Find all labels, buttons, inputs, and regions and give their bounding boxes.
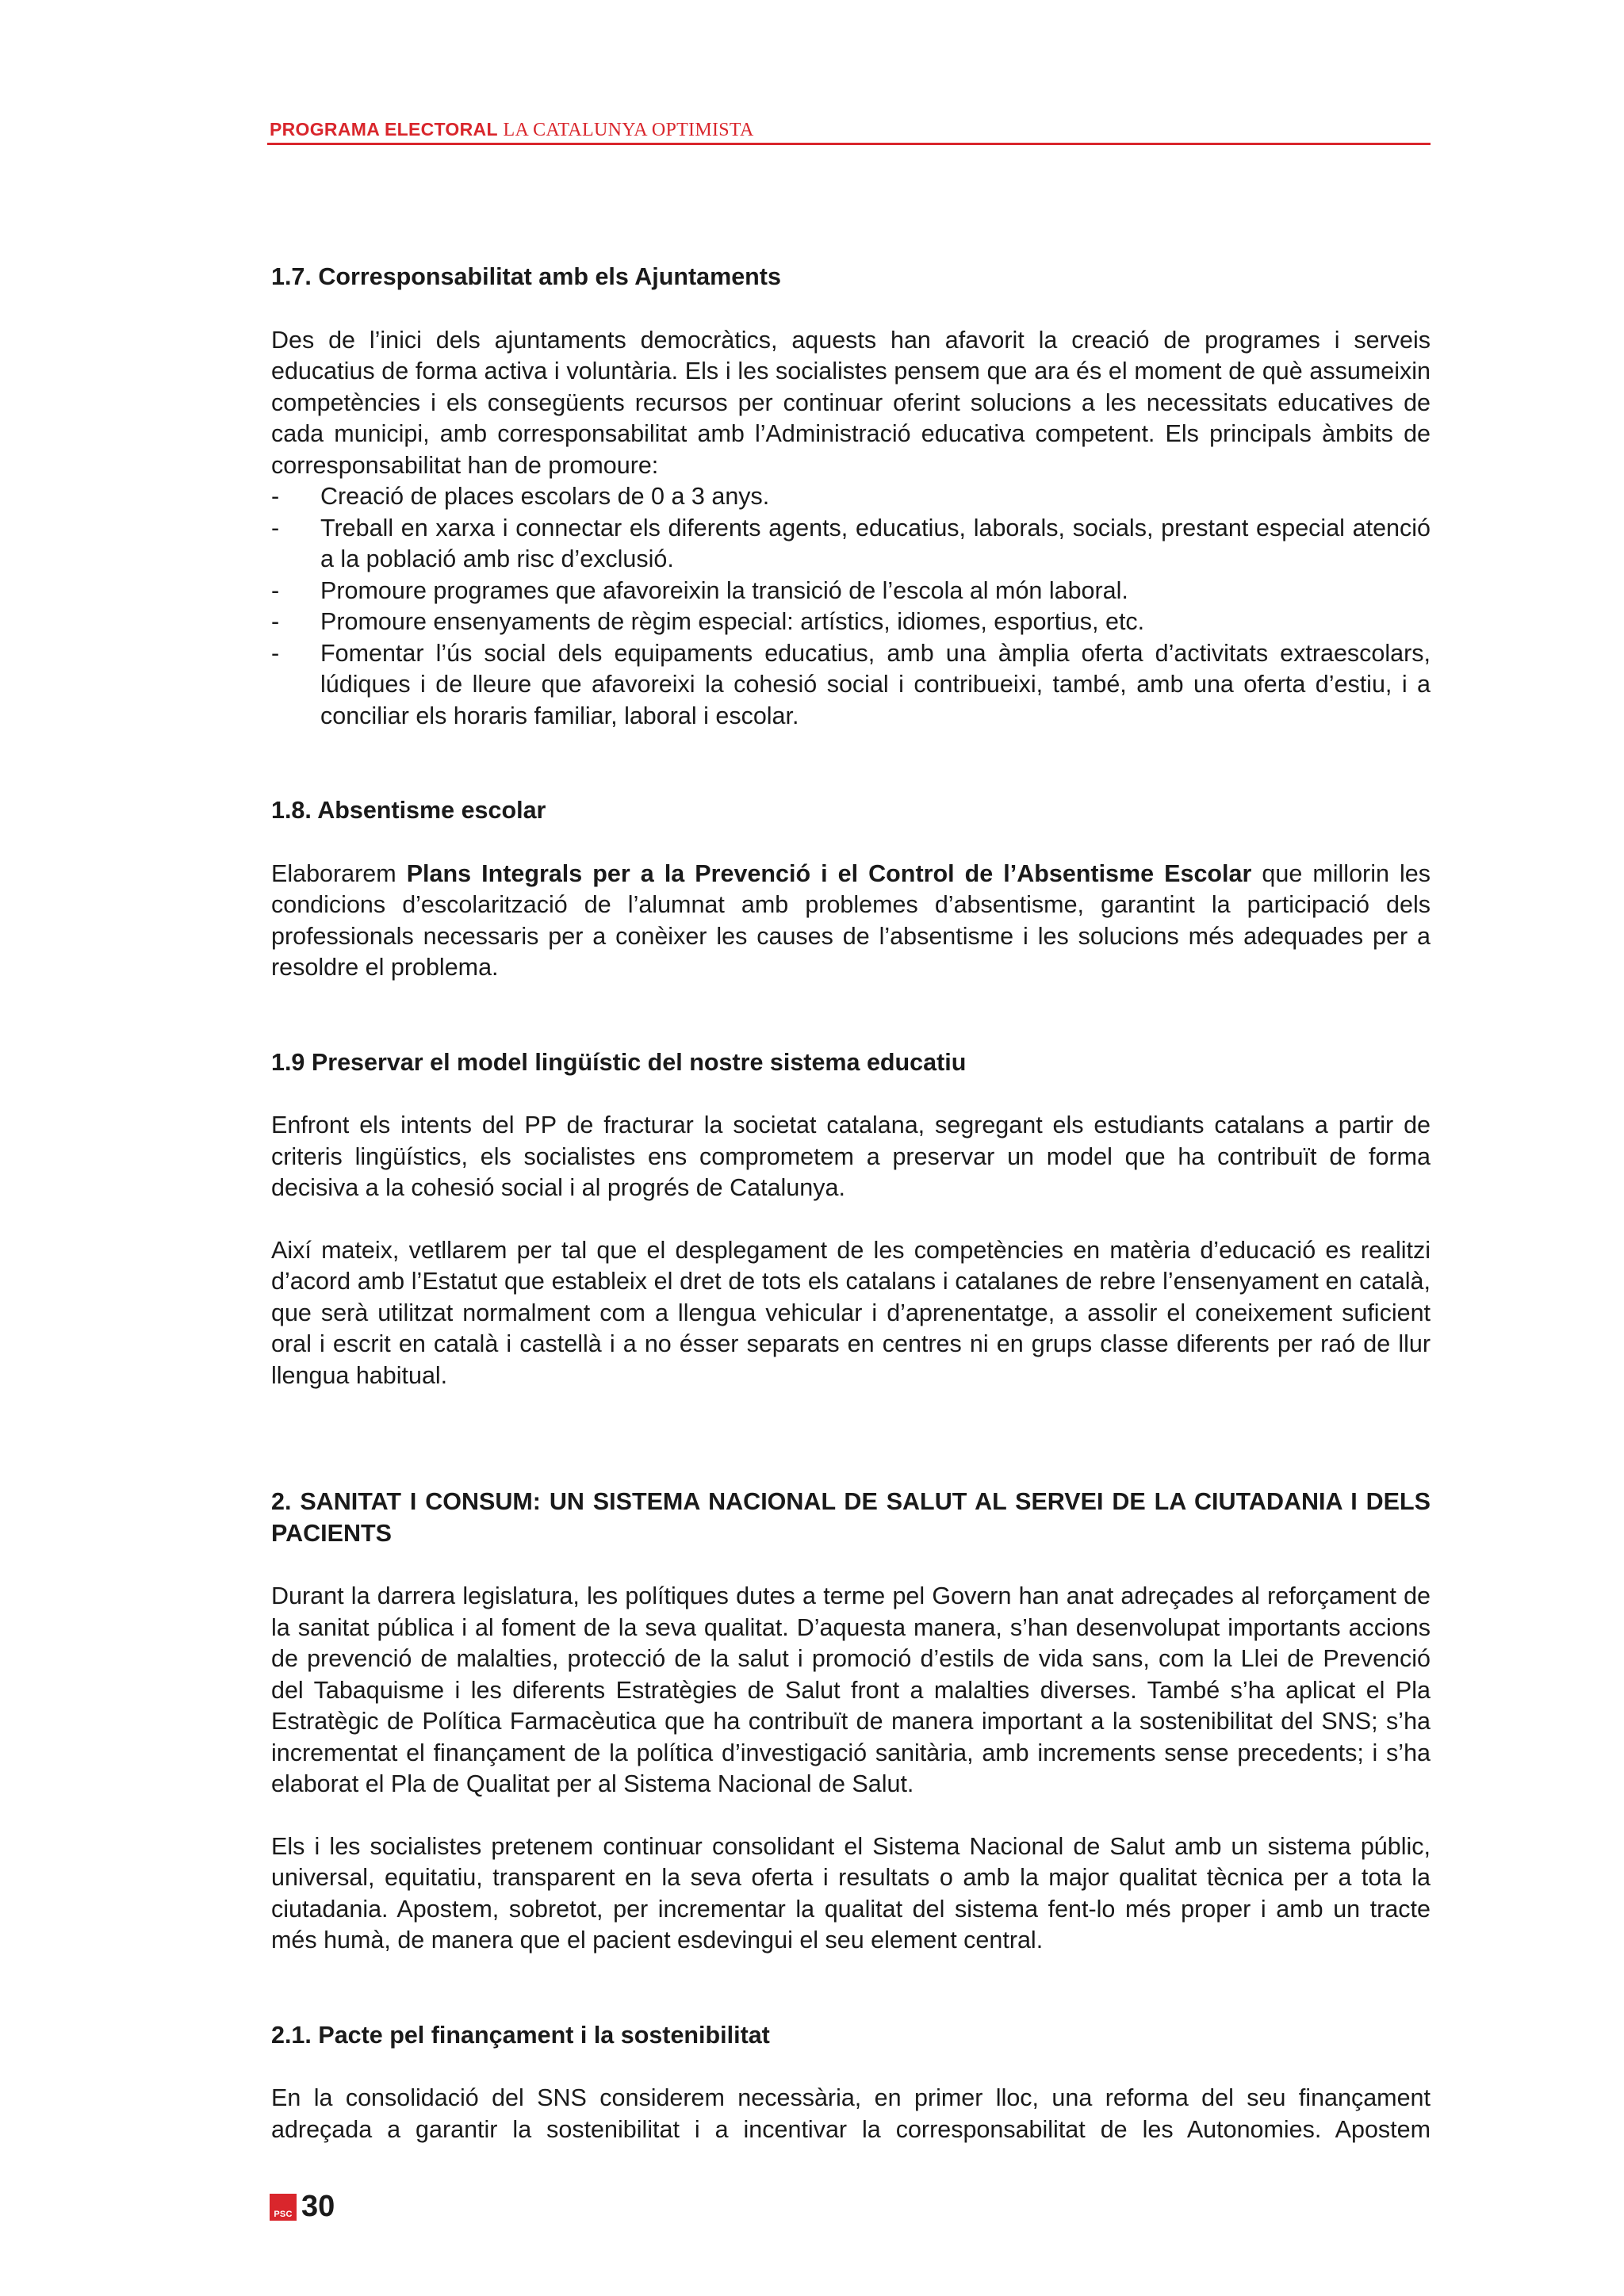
- list-item: - Promoure ensenyaments de règim especial: artístics, idiomes, esportius, etc.: [271, 607, 1431, 638]
- section-2-1-paragraph: En la consolidació del SNS considerem necessària, en primer lloc, una reforma del seu finançament adreçada a garantir la sostenibilitat i a incentivar la corresponsabilitat de les Autonomies. Apostem: [271, 2084, 1431, 2143]
- section-1-9-paragraph-1: Enfront els intents del PP de fracturar la societat catalana, segregant els estudiants catalans a partir de criteris lingüístics, els socialistes ens comprometem a preservar un model que ha contribuït de forma decisiva a la cohesió social i al progrés de Catalunya.: [271, 1112, 1431, 1201]
- section-2-paragraph-2: Els i les socialistes pretenem continuar consolidant el Sistema Nacional de Salut amb un sistema públic, universal, equitatiu, transparent en la seva oferta i resultats o amb la major qualitat tècnica per a tota la ciutadania. Apostem, sobretot, per incrementar la qualitat del sistema fent-lo més proper i amb un tracte més humà, de manera que el pacient esdevingui el seu element central.: [271, 1832, 1431, 1954]
- psc-logo: PSC: [270, 2194, 297, 2221]
- section-1-8-heading: 1.8. Absentisme escolar: [271, 797, 546, 824]
- section-1-9-heading: 1.9 Preservar el model lingüístic del nostre sistema educatiu: [271, 1048, 967, 1076]
- list-item: - Promoure programes que afavoreixin la transició de l’escola al món laboral.: [271, 576, 1431, 607]
- list-item: - Fomentar l’ús social dels equipaments educatius, amb una àmplia oferta d’activitats extraescolars, lúdiques i de lleure que afavoreixi la cohesió social i contribueixi, també, amb una oferta d’estiu, i a conciliar els horaris familiar, laboral i escolar.: [271, 638, 1431, 733]
- section-2-1-heading: 2.1. Pacte pel finançament i la sostenibilitat: [271, 2021, 770, 2049]
- document-body: [271, 262, 1431, 2145]
- section-2-paragraph-1: Durant la darrera legislatura, les polítiques dutes a terme pel Govern han anat adreçades al reforçament de la sanitat pública i al foment de la seva qualitat. D’aquesta manera, s’han desenvolupat importants accions de prevenció de malalties, protecció de la salut i promoció d’estils de vida sans, com la Llei de Prevenció del Tabaquisme i les diferents Estratègies de Salut front a malalties diverses. També s’ha aplicat el Pla Estratègic de Política Farmacèutica que ha contribuït de manera important a la sostenibilitat del SNS; s’ha incrementat el finançament de la política d’investigació sanitària, amb increments sense precedents; i s’ha elaborat el Pla de Qualitat per al Sistema Nacional de Salut.: [271, 1582, 1431, 1797]
- list-item: - Treball en xarxa i connectar els diferents agents, educatius, laborals, socials, prestant especial atenció a la població amb risc d’exclusió.: [271, 513, 1431, 576]
- header-title-rest: LA CATALUNYA OPTIMISTA: [503, 120, 754, 140]
- header-divider: [267, 143, 1431, 145]
- section-1-8-paragraph: Elaborarem Plans Integrals per a la Prevenció i el Control de l’Absentisme Escolar que millorin les condicions d’escolarització de l’alumnat amb problemes d’absentisme, garantint la participació dels professionals necessaris per a conèixer les causes de l’absentisme i les solucions més adequades per a resoldre el problema.: [271, 859, 1431, 981]
- section-1-7-intro: Des de l’inici dels ajuntaments democràtics, aquests han afavorit la creació de programes i serveis educatius de forma activa i voluntària. Els i les socialistes pensem que ara és el moment de què assumeixin competències i els consegüents recursos per continuar oferint solucions a les necessitats educatives de cada municipi, amb corresponsabilitat amb l’Administració educativa competent. Els principals àmbits de corresponsabilitat han de promoure:: [271, 326, 1431, 479]
- list-item: - Creació de places escolars de 0 a 3 anys.: [271, 481, 1431, 513]
- absentisme-plan-name: Plans Integrals per a la Prevenció i el Control de l’Absentisme Escolar: [406, 859, 1252, 887]
- section-2-heading: 2. SANITAT I CONSUM: UN SISTEMA NACIONAL DE SALUT AL SERVEI DE LA CIUTADANIA I DELS PACIENTS: [271, 1488, 1431, 1547]
- section-1-7-heading: 1.7. Corresponsabilitat amb els Ajuntaments: [271, 263, 781, 290]
- header-title-bold: PROGRAMA ELECTORAL: [270, 119, 498, 140]
- section-1-9-paragraph-2: Així mateix, vetllarem per tal que el desplegament de les competències en matèria d’educació es realitzi d’acord amb l’Estatut que estableix el dret de tots els catalans i catalanes de rebre l’ensenyament en català, que serà utilitzat normalment com a llengua vehicular i d’aprenentatge, a assolir el coneixement suficient oral i escrit en català i castellà i a no ésser separats en centres ni en grups classe diferents per raó de llur llengua habitual.: [271, 1236, 1431, 1389]
- page-footer: [270, 2190, 335, 2224]
- page-header: [270, 119, 1431, 141]
- section-1-7-list: [271, 481, 1431, 732]
- page-number: 30: [301, 2190, 335, 2223]
